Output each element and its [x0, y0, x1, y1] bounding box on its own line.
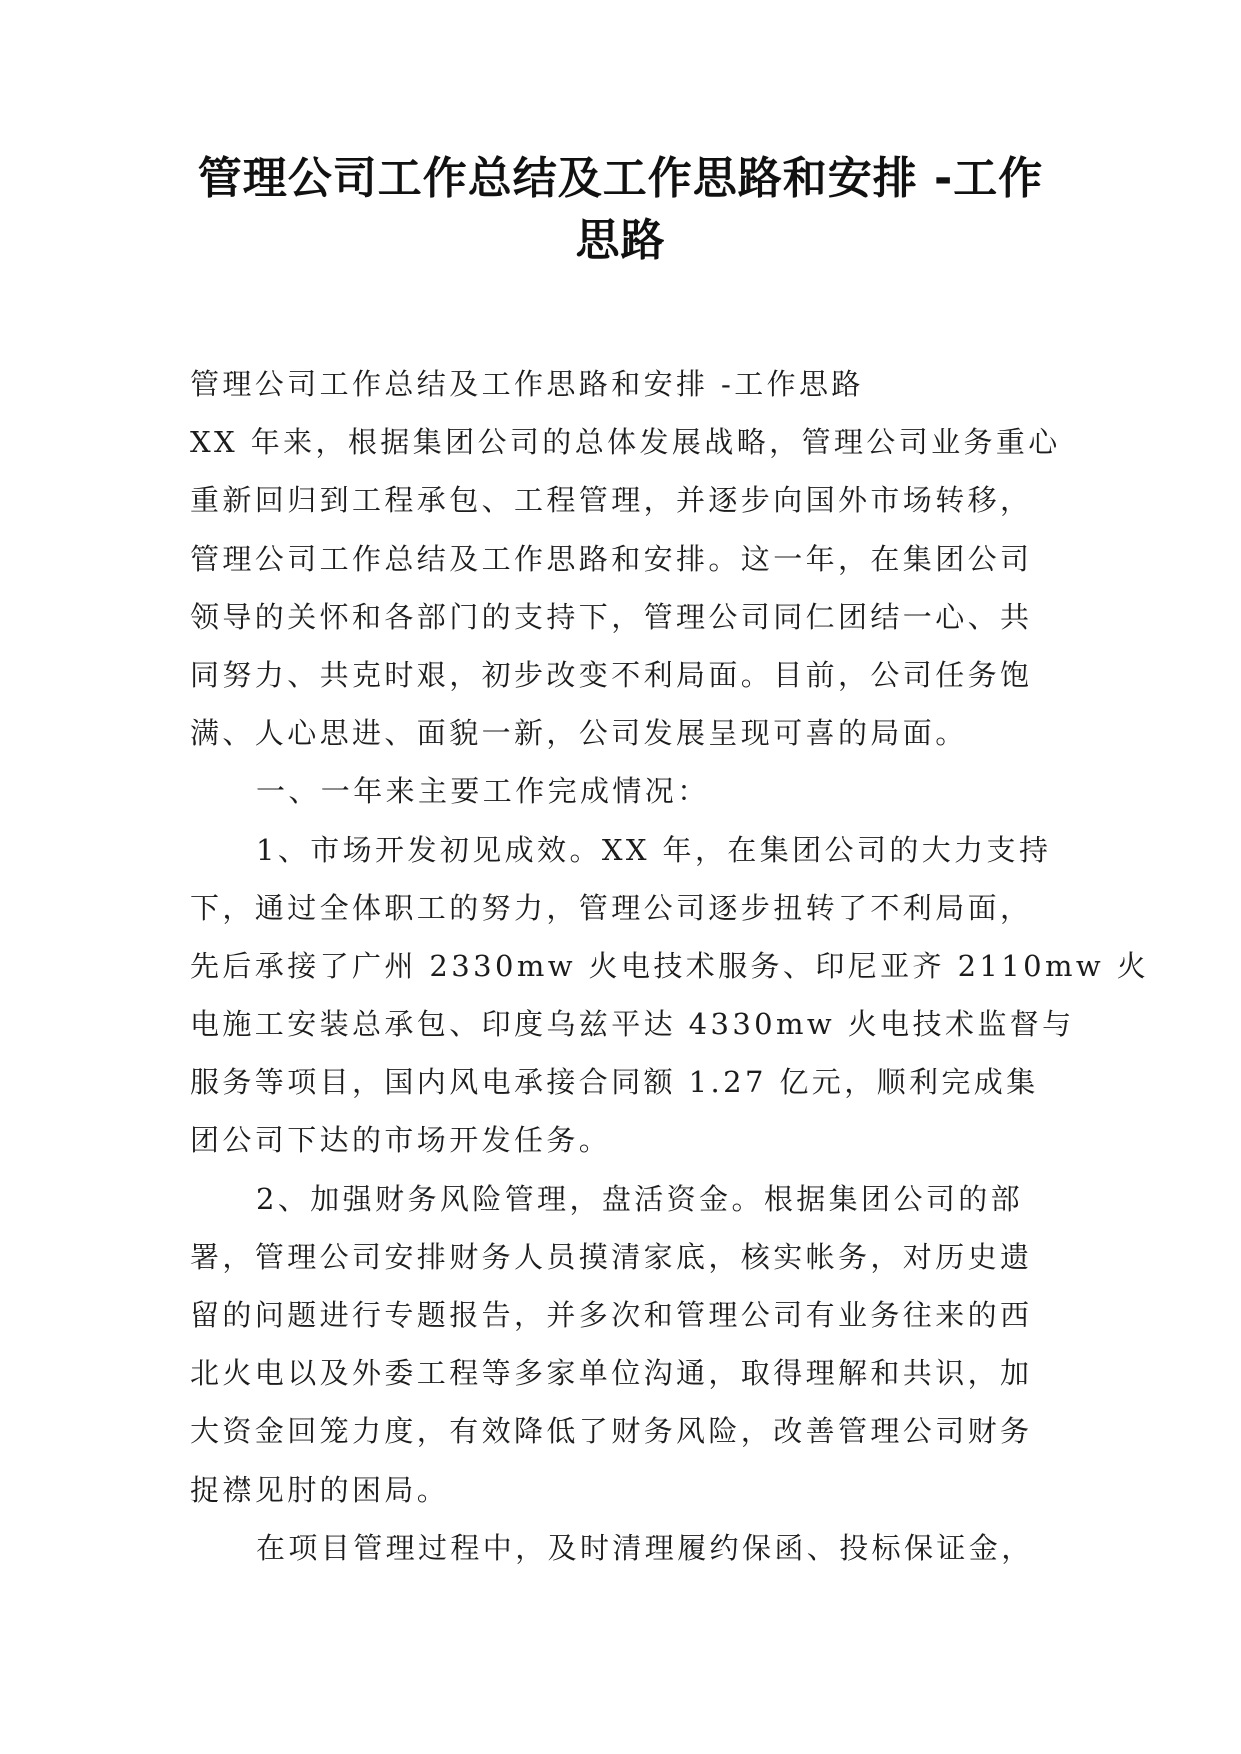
title-line-1: 管理公司工作总结及工作思路和安排 -工作: [197, 153, 1044, 204]
body-line: 重新回归到工程承包、工程管理，并逐步向国外市场转移，: [190, 483, 1033, 518]
body-line: 1、市场开发初见成效。XX 年，在集团公司的大力支持: [256, 832, 1052, 867]
body-line: 北火电以及外委工程等多家单位沟通，取得理解和共识，加: [190, 1356, 1033, 1391]
document-body: [190, 355, 1150, 1577]
body-line: 大资金回笼力度，有效降低了财务风险，改善管理公司财务: [190, 1414, 1033, 1449]
title-line-2: 思路: [575, 215, 666, 266]
body-line: 捉襟见肘的困局。: [190, 1472, 450, 1507]
body-line: 同努力、共克时艰，初步改变不利局面。目前，公司任务饱: [190, 657, 1033, 692]
body-line: 留的问题进行专题报告，并多次和管理公司有业务往来的西: [190, 1298, 1033, 1332]
body-line: 下，通过全体职工的努力，管理公司逐步扭转了不利局面，: [190, 890, 1033, 925]
body-line: 团公司下达的市场开发任务。: [190, 1123, 612, 1158]
body-line: 管理公司工作总结及工作思路和安排。这一年，在集团公司: [190, 541, 1033, 576]
body-line: 服务等项目，国内风电承接合同额 1.27 亿元，顺利完成集: [190, 1065, 1039, 1100]
body-line: 2、加强财务风险管理，盘活资金。根据集团公司的部: [256, 1181, 1024, 1216]
body-line: 先后承接了广州 2330mw 火电技术服务、印尼亚齐 2110mw 火: [190, 948, 1150, 983]
body-line: 署，管理公司安排财务人员摸清家底，核实帐务，对历史遗: [190, 1239, 1033, 1274]
body-line: 一、一年来主要工作完成情况：: [256, 774, 710, 809]
body-line: 电施工安装总承包、印度乌兹平达 4330mw 火电技术监督与: [190, 1007, 1075, 1042]
body-line: 领导的关怀和各部门的支持下，管理公司同仁团结一心、共: [190, 599, 1033, 634]
body-line: 管理公司工作总结及工作思路和安排 -工作思路: [190, 367, 864, 401]
body-line: 在项目管理过程中，及时清理履约保函、投标保证金，: [256, 1530, 1034, 1565]
body-line: XX 年来，根据集团公司的总体发展战略，管理公司业务重心: [190, 425, 1061, 460]
body-line: 满、人心思进、面貌一新，公司发展呈现可喜的局面。: [190, 716, 968, 751]
document-title: [150, 148, 1091, 272]
